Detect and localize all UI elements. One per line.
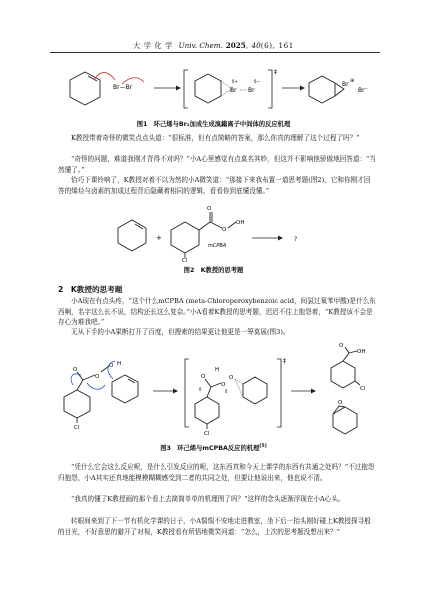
fig3-o-peroxy-2: O xyxy=(109,363,114,369)
product-epoxide xyxy=(333,406,357,434)
figure-3-ref: [5] xyxy=(259,443,267,449)
bromide-ion: Br⁻ xyxy=(358,87,368,94)
header-rule xyxy=(50,52,380,53)
ts-o-3: O xyxy=(229,375,234,381)
ts-bracket-left xyxy=(184,70,188,108)
reaction-arrow-1-head xyxy=(176,86,181,91)
fig3-o-carbonyl: O xyxy=(73,367,78,373)
ts-br-right: Br xyxy=(248,87,255,94)
mcpba-label: mCPBA xyxy=(208,243,227,249)
fig2-plus: + xyxy=(156,234,162,242)
mcpba-reactant xyxy=(64,366,109,418)
delta-minus: δ− xyxy=(254,79,260,84)
fig3-h: H xyxy=(117,361,122,367)
ts-delta-1: δ xyxy=(199,387,202,392)
ts-delta-2: δ xyxy=(225,389,228,394)
figure-1-scheme xyxy=(60,62,370,117)
cyclohexene-structure xyxy=(70,72,100,105)
mcpba-peroxy-o: O xyxy=(222,227,227,233)
delta-plus: δ+ xyxy=(232,79,238,84)
paragraph-8: 转眼间来到了下一节有机化学课的日子，小A惴惴不安地走进教室，坐下后一抬头刚好碰上K教授探寻般的目光，不好意思的避开了对视，K教授看有所悟地微笑问道：“怎么，上次的思考题没想出来？” xyxy=(58,517,371,536)
fig3-ts-bracket-left xyxy=(185,359,189,427)
figure-2-scheme xyxy=(110,200,330,262)
paragraph-6: “凭什么它会这么反应呢，是什么引发反应的呢，这东西真和今天上课学的东西有共通之处吗？”不过抱怨归抱怨，小A其实还真地能模模糊糊感受到二者的共同之处，但要让他说出来，他也说不清。 xyxy=(58,463,375,482)
product-oh: OH xyxy=(357,349,366,355)
running-header: 大 学 化 学 Univ. Chem. 2025, 40(6), 161 xyxy=(133,41,294,50)
mcpba-oh: OH xyxy=(236,220,245,226)
fig3-arrow-2-head xyxy=(311,389,316,394)
figure-2-caption: 图2 K教授的思考题 xyxy=(183,267,244,274)
product-o: O xyxy=(339,343,344,349)
figure-3-caption xyxy=(0,443,427,452)
ts-h: H xyxy=(215,367,220,373)
cyclohexene-reactant xyxy=(112,375,138,403)
fig3-dagger: ‡ xyxy=(283,358,286,365)
ts-br-left: Br xyxy=(230,87,237,94)
fig2-question: ? xyxy=(294,236,298,243)
fig3-o-peroxy-1: O xyxy=(95,374,100,380)
reaction-arrow-2-head xyxy=(300,86,305,91)
fig3-cl-1: Cl xyxy=(74,425,80,431)
cyclohexene-structure-2 xyxy=(118,220,146,251)
ts-cl: Cl xyxy=(204,431,210,437)
header-year: 2025 xyxy=(225,41,246,50)
br2-label: Br—Br xyxy=(113,84,133,91)
mcpba-carbonyl-o: O xyxy=(207,206,212,212)
ts-cyclohexane xyxy=(243,377,267,404)
product-acid xyxy=(331,347,360,388)
figure-3-scheme xyxy=(55,345,385,440)
mcpba-cl: Cl xyxy=(182,258,188,264)
paragraph-1: K教授带着奇怪的微笑点点头道：“很标准，但有点简略的答案，那么你真的理解了这个过程了吗？” xyxy=(71,134,360,142)
header-journal: Univ. Chem. xyxy=(178,41,223,50)
ts-dagger: ‡ xyxy=(274,69,277,76)
paragraph-2: “奇怪的问题，难道我刚才背得不对吗？”小A心里感觉有点莫名其妙，但这并不影响他骄傲地回答道：“当然懂了。” xyxy=(58,155,376,174)
bromonium-ring xyxy=(309,76,344,103)
bromonium-br: Br xyxy=(342,81,349,88)
paragraph-7: “我真的懂了K教授画的那个看上去简简单单的机理图了吗？”这样的念头逐渐浮现在小A心头。 xyxy=(71,495,345,503)
ts-o-1: O xyxy=(201,374,206,380)
fig3-ts-bracket-right xyxy=(277,359,281,427)
figure-3-caption-text: 图3 环己烯与mCPBA反应的机理 xyxy=(160,445,260,452)
figure-1-caption: 图1 环己烯与Br₂加成生成溴鎓离子中间体的反应机理 xyxy=(136,121,291,128)
paragraph-5: 无从下手的小A果断打开了百度，但搜索的结果更让他更是一筹莫展(图3)。 xyxy=(71,328,290,336)
ts-bracket-right xyxy=(268,70,272,108)
ts-peracid xyxy=(195,379,221,424)
fig3-arrow-b xyxy=(87,383,105,389)
fig3-arrow-1-head xyxy=(173,389,178,394)
section-heading: 2 K教授的思考题 xyxy=(58,285,123,294)
header-issue-page: (6), 161 xyxy=(260,41,294,50)
product-cl: Cl xyxy=(360,386,366,392)
epoxide-o: O xyxy=(338,400,343,406)
header-volume: 40 xyxy=(251,41,261,50)
header-title: 大 学 化 学 xyxy=(133,41,173,50)
ts-cyclohexane-ring xyxy=(195,74,221,103)
fig2-arrow-head xyxy=(278,236,283,241)
paragraph-3: 恰巧下课铃响了，K教授对着不以为然的小A微笑道：“那接下来我布置一道思考题(图2)，它和你刚才回答的烯烃与卤素的加成过程背后隐藏着相同的逻辑，看看你到底懂没懂。” xyxy=(58,176,371,195)
paragraph-4: 小A现在有点头疼，“这个什么mCPBA (meta-Chloroperoxybenzoic acid，间氯过氧苯甲酸)是什么东西啊，名字这么长不说，结构还长这么复杂。”小A看着K教授的思考题，迟迟不往上抱怨着，“K教授该不会是存心为难我吧。” xyxy=(58,297,376,327)
ts-o-2: O xyxy=(221,382,226,388)
bromonium-plus: ⊕ xyxy=(350,78,355,84)
